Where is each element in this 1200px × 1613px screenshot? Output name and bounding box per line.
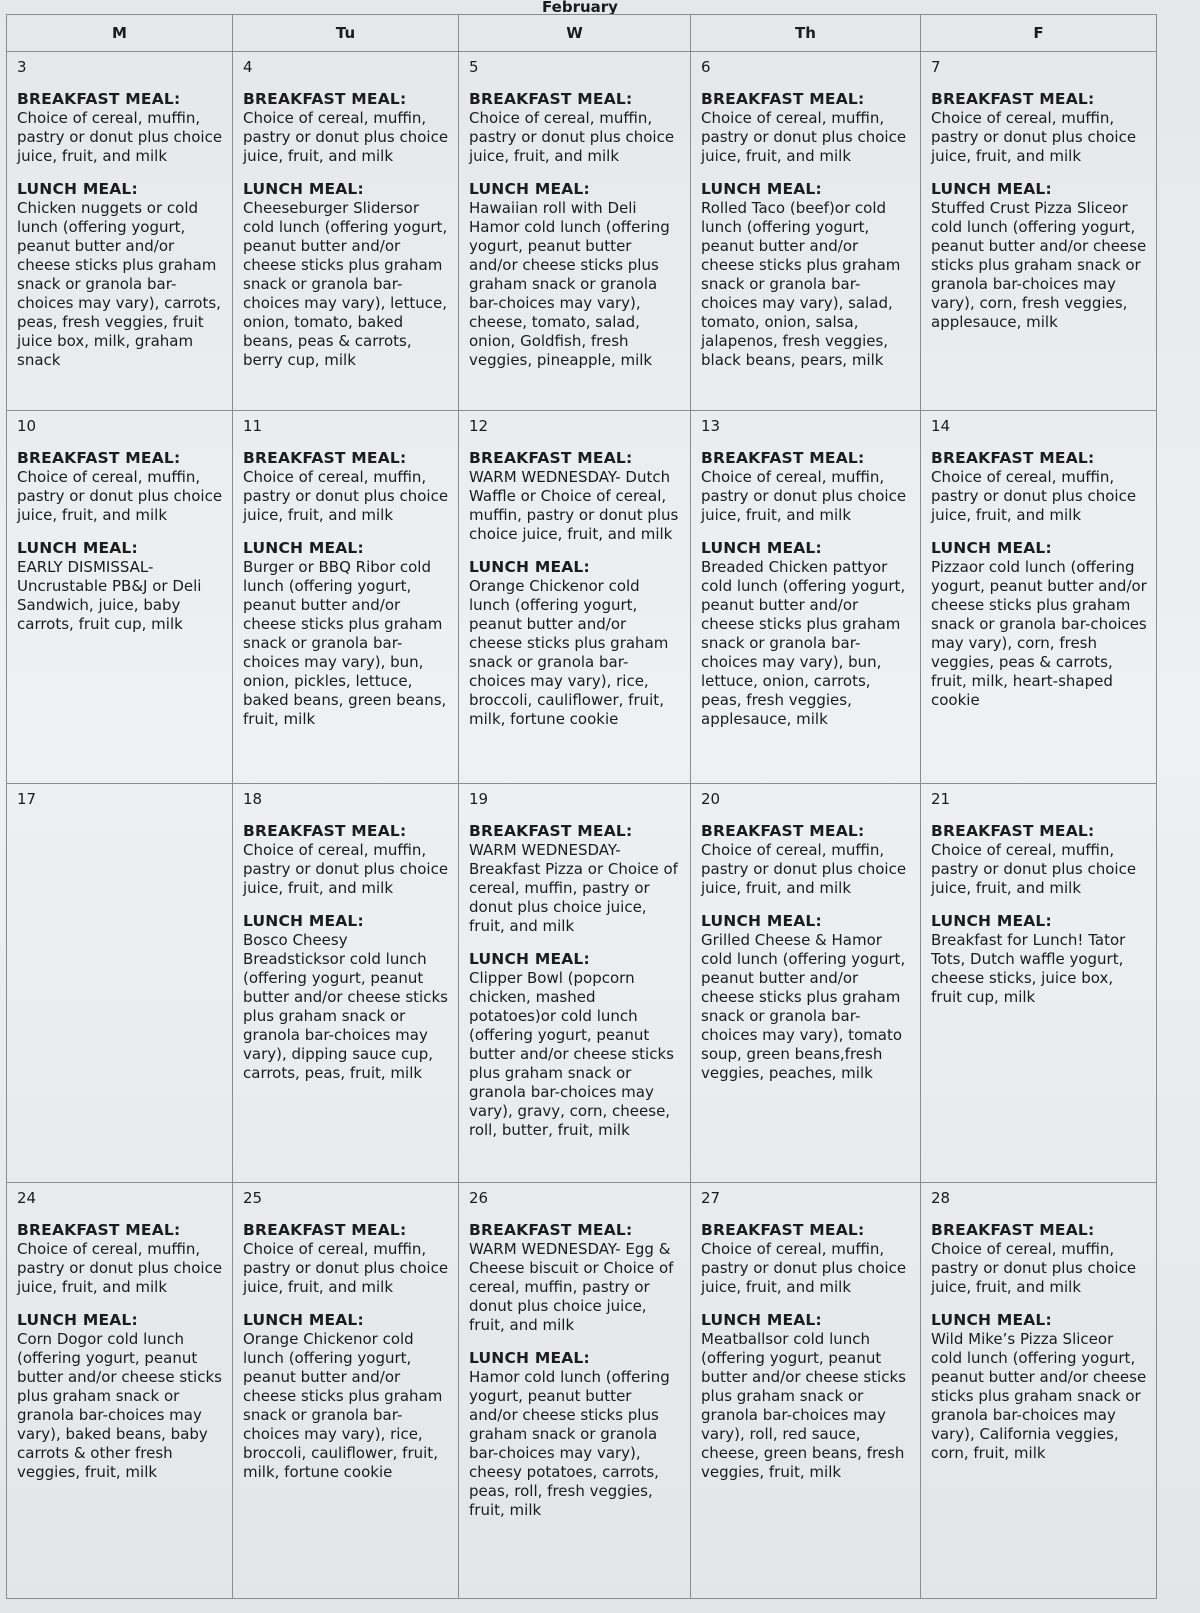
breakfast-label: BREAKFAST MEAL: [469,822,633,840]
breakfast-label: BREAKFAST MEAL: [701,822,865,840]
breakfast-label: BREAKFAST MEAL: [701,449,865,467]
breakfast-label: BREAKFAST MEAL: [701,90,865,108]
day-number: 10 [17,417,37,435]
breakfast-menu: Choice of cereal, muffin, pastry or donut plus choice juice, fruit, and milk [931,1240,1137,1296]
day-number: 20 [701,790,721,808]
breakfast-menu: Choice of cereal, muffin, pastry or donut plus choice juice, fruit, and milk [931,109,1137,165]
breakfast-menu: Choice of cereal, muffin, pastry or donut plus choice juice, fruit, and milk [701,1240,907,1296]
breakfast-label: BREAKFAST MEAL: [931,822,1095,840]
lunch-menu: Grilled Cheese & Hamor cold lunch (offering yogurt, peanut butter and/or cheese sticks plus graham snack or granola bar-choices may vary), tomato soup, green beans,fresh veggies, peaches, milk [701,931,906,1082]
day-number: 27 [701,1189,721,1207]
lunch-menu: Cheeseburger Slidersor cold lunch (offering yogurt, peanut butter and/or cheese sticks plus graham snack or granola bar-choices may vary), lettuce, onion, tomato, baked beans, peas & carrots, berry cup, milk [243,199,448,369]
lunch-menu: Burger or BBQ Ribor cold lunch (offering yogurt, peanut butter and/or cheese sticks plus graham snack or granola bar-choices may vary), bun, onion, pickles, lettuce, baked beans, green beans, fruit, milk [243,558,447,728]
breakfast-menu: Choice of cereal, muffin, pastry or donut plus choice juice, fruit, and milk [17,1240,223,1296]
lunch-label: LUNCH MEAL: [931,539,1052,557]
lunch-label: LUNCH MEAL: [931,1311,1052,1329]
breakfast-label: BREAKFAST MEAL: [243,1221,407,1239]
breakfast-label: BREAKFAST MEAL: [931,90,1095,108]
lunch-label: LUNCH MEAL: [469,558,590,576]
day-cell-thursday [691,784,921,1183]
breakfast-menu: Choice of cereal, muffin, pastry or donut plus choice juice, fruit, and milk [243,841,449,897]
breakfast-label: BREAKFAST MEAL: [243,449,407,467]
day-cell-wednesday [459,411,691,784]
day-cell-friday [921,1183,1157,1599]
breakfast-menu: Choice of cereal, muffin, pastry or donut plus choice juice, fruit, and milk [17,109,223,165]
day-cell-monday [7,784,233,1183]
day-cell-monday [7,1183,233,1599]
weekday-header-thursday: Th [691,15,921,52]
breakfast-menu: Choice of cereal, muffin, pastry or donut plus choice juice, fruit, and milk [243,109,449,165]
lunch-label: LUNCH MEAL: [17,180,138,198]
breakfast-label: BREAKFAST MEAL: [17,90,181,108]
lunch-menu: Breakfast for Lunch! Tator Tots, Dutch waffle yogurt, cheese sticks, juice box, fruit cup, milk [931,931,1126,1006]
breakfast-label: BREAKFAST MEAL: [469,1221,633,1239]
day-number: 11 [243,417,263,435]
lunch-label: LUNCH MEAL: [469,1349,590,1367]
day-cell-friday [921,411,1157,784]
lunch-menu: Hamor cold lunch (offering yogurt, peanut butter and/or cheese sticks plus graham snack or granola bar-choices may vary), cheesy potatoes, carrots, peas, roll, fresh veggies, fruit, milk [469,1368,670,1519]
week-row [7,1183,1157,1599]
lunch-label: LUNCH MEAL: [243,912,364,930]
lunch-label: LUNCH MEAL: [17,1311,138,1329]
breakfast-menu: Choice of cereal, muffin, pastry or donut plus choice juice, fruit, and milk [243,1240,449,1296]
day-cell-thursday [691,411,921,784]
lunch-menu: Corn Dogor cold lunch (offering yogurt, peanut butter and/or cheese sticks plus graham snack or granola bar-choices may vary), baked beans, baby carrots & other fresh veggies, fruit, milk [17,1330,222,1481]
breakfast-menu: WARM WEDNESDAY- Breakfast Pizza or Choice of cereal, muffin, pastry or donut plus choice juice, fruit, and milk [469,841,678,935]
lunch-label: LUNCH MEAL: [469,180,590,198]
lunch-label: LUNCH MEAL: [243,1311,364,1329]
day-number: 18 [243,790,263,808]
lunch-label: LUNCH MEAL: [931,912,1052,930]
lunch-menu: Clipper Bowl (popcorn chicken, mashed potatoes)or cold lunch (offering yogurt, peanut butter and/or cheese sticks plus graham snack or granola bar-choices may vary), gravy, corn, cheese, roll, butter, fruit, milk [469,969,674,1139]
lunch-label: LUNCH MEAL: [701,180,822,198]
lunch-label: LUNCH MEAL: [701,912,822,930]
weekday-header-friday: F [921,15,1157,52]
lunch-menu: Rolled Taco (beef)or cold lunch (offering yogurt, peanut butter and/or cheese sticks plus graham snack or granola bar-choices may vary), salad, tomato, onion, salsa, jalapenos, fresh veggies, black beans, pears, milk [701,199,901,369]
lunch-menu: Wild Mike’s Pizza Sliceor cold lunch (offering yogurt, peanut butter and/or cheese sticks plus graham snack or granola bar-choices may vary), California veggies, corn, fruit, milk [931,1330,1147,1462]
lunch-label: LUNCH MEAL: [469,950,590,968]
lunch-menu-calendar [6,14,1157,1599]
lunch-label: LUNCH MEAL: [931,180,1052,198]
day-cell-tuesday [233,52,459,411]
day-number: 26 [469,1189,489,1207]
day-number: 4 [243,58,253,76]
day-number: 13 [701,417,721,435]
day-cell-friday [921,784,1157,1183]
breakfast-menu: Choice of cereal, muffin, pastry or donut plus choice juice, fruit, and milk [701,109,907,165]
day-cell-tuesday [233,1183,459,1599]
weekday-header-tuesday: Tu [233,15,459,52]
breakfast-menu: WARM WEDNESDAY- Egg & Cheese biscuit or Choice of cereal, muffin, pastry or donut plus choice juice, fruit, and milk [469,1240,674,1334]
breakfast-label: BREAKFAST MEAL: [931,1221,1095,1239]
day-cell-thursday [691,52,921,411]
lunch-label: LUNCH MEAL: [243,539,364,557]
day-number: 21 [931,790,951,808]
day-cell-monday [7,411,233,784]
breakfast-label: BREAKFAST MEAL: [469,90,633,108]
lunch-menu: Bosco Cheesy Breadsticksor cold lunch (offering yogurt, peanut butter and/or cheese sticks plus graham snack or granola bar-choices may vary), dipping sauce cup, carrots, peas, fruit, milk [243,931,448,1082]
day-cell-tuesday [233,411,459,784]
breakfast-menu: Choice of cereal, muffin, pastry or donut plus choice juice, fruit, and milk [243,468,449,524]
breakfast-menu: Choice of cereal, muffin, pastry or donut plus choice juice, fruit, and milk [17,468,223,524]
day-number: 24 [17,1189,37,1207]
breakfast-menu: Choice of cereal, muffin, pastry or donut plus choice juice, fruit, and milk [931,468,1137,524]
day-cell-wednesday [459,1183,691,1599]
breakfast-label: BREAKFAST MEAL: [701,1221,865,1239]
lunch-menu: Orange Chickenor cold lunch (offering yogurt, peanut butter and/or cheese sticks plus graham snack or granola bar-choices may vary), rice, broccoli, cauliflower, fruit, milk, fortune cookie [469,577,669,728]
breakfast-menu: Choice of cereal, muffin, pastry or donut plus choice juice, fruit, and milk [931,841,1137,897]
day-cell-tuesday [233,784,459,1183]
day-number: 19 [469,790,489,808]
weekday-header-monday: M [7,15,233,52]
week-row [7,784,1157,1183]
lunch-label: LUNCH MEAL: [701,539,822,557]
day-number: 3 [17,58,27,76]
day-cell-thursday [691,1183,921,1599]
day-number: 7 [931,58,941,76]
day-number: 25 [243,1189,263,1207]
breakfast-label: BREAKFAST MEAL: [17,449,181,467]
breakfast-label: BREAKFAST MEAL: [469,449,633,467]
lunch-menu: Meatballsor cold lunch (offering yogurt, peanut butter and/or cheese sticks plus graham snack or granola bar-choices may vary), roll, red sauce, cheese, green beans, fresh veggies, fruit, milk [701,1330,906,1481]
day-number: 14 [931,417,951,435]
weekday-header-row [7,15,1157,52]
lunch-label: LUNCH MEAL: [701,1311,822,1329]
week-row [7,411,1157,784]
lunch-menu: Stuffed Crust Pizza Sliceor cold lunch (offering yogurt, peanut butter and/or cheese sticks plus graham snack or granola bar-choices may vary), corn, fresh veggies, applesauce, milk [931,199,1147,331]
breakfast-label: BREAKFAST MEAL: [17,1221,181,1239]
lunch-menu: Breaded Chicken pattyor cold lunch (offering yogurt, peanut butter and/or cheese sticks plus graham snack or granola bar-choices may vary), bun, lettuce, onion, carrots, peas, fresh veggies, applesauce, milk [701,558,906,728]
lunch-menu: EARLY DISMISSAL- Uncrustable PB&J or Deli Sandwich, juice, baby carrots, fruit cup, milk [17,558,202,633]
week-row [7,52,1157,411]
month-title: February [542,0,618,16]
day-cell-monday [7,52,233,411]
breakfast-menu: Choice of cereal, muffin, pastry or donut plus choice juice, fruit, and milk [701,841,907,897]
day-cell-wednesday [459,784,691,1183]
lunch-label: LUNCH MEAL: [243,180,364,198]
lunch-menu: Hawaiian roll with Deli Hamor cold lunch (offering yogurt, peanut butter and/or cheese sticks plus graham snack or granola bar-choices may vary), cheese, tomato, salad, onion, Goldfish, fresh veggies, pineapple, milk [469,199,670,369]
lunch-menu: Chicken nuggets or cold lunch (offering yogurt, peanut butter and/or cheese sticks plus graham snack or granola bar-choices may vary), carrots, peas, fresh veggies, fruit juice box, milk, graham snack [17,199,221,369]
weekday-header-wednesday: W [459,15,691,52]
breakfast-menu: Choice of cereal, muffin, pastry or donut plus choice juice, fruit, and milk [469,109,675,165]
breakfast-menu: WARM WEDNESDAY- Dutch Waffle or Choice of cereal, muffin, pastry or donut plus choice juice, fruit, and milk [469,468,679,543]
day-number: 17 [17,790,37,808]
lunch-label: LUNCH MEAL: [17,539,138,557]
day-number: 5 [469,58,479,76]
lunch-menu: Pizzaor cold lunch (offering yogurt, peanut butter and/or cheese sticks plus graham snack or granola bar-choices may vary), corn, fresh veggies, peas & carrots, fruit, milk, heart-shaped cookie [931,558,1147,709]
day-number: 28 [931,1189,951,1207]
breakfast-menu: Choice of cereal, muffin, pastry or donut plus choice juice, fruit, and milk [701,468,907,524]
day-number: 6 [701,58,711,76]
day-cell-friday [921,52,1157,411]
breakfast-label: BREAKFAST MEAL: [243,90,407,108]
breakfast-label: BREAKFAST MEAL: [931,449,1095,467]
lunch-menu: Orange Chickenor cold lunch (offering yogurt, peanut butter and/or cheese sticks plus graham snack or granola bar-choices may vary), rice, broccoli, cauliflower, fruit, milk, fortune cookie [243,1330,443,1481]
day-number: 12 [469,417,489,435]
day-cell-wednesday [459,52,691,411]
breakfast-label: BREAKFAST MEAL: [243,822,407,840]
